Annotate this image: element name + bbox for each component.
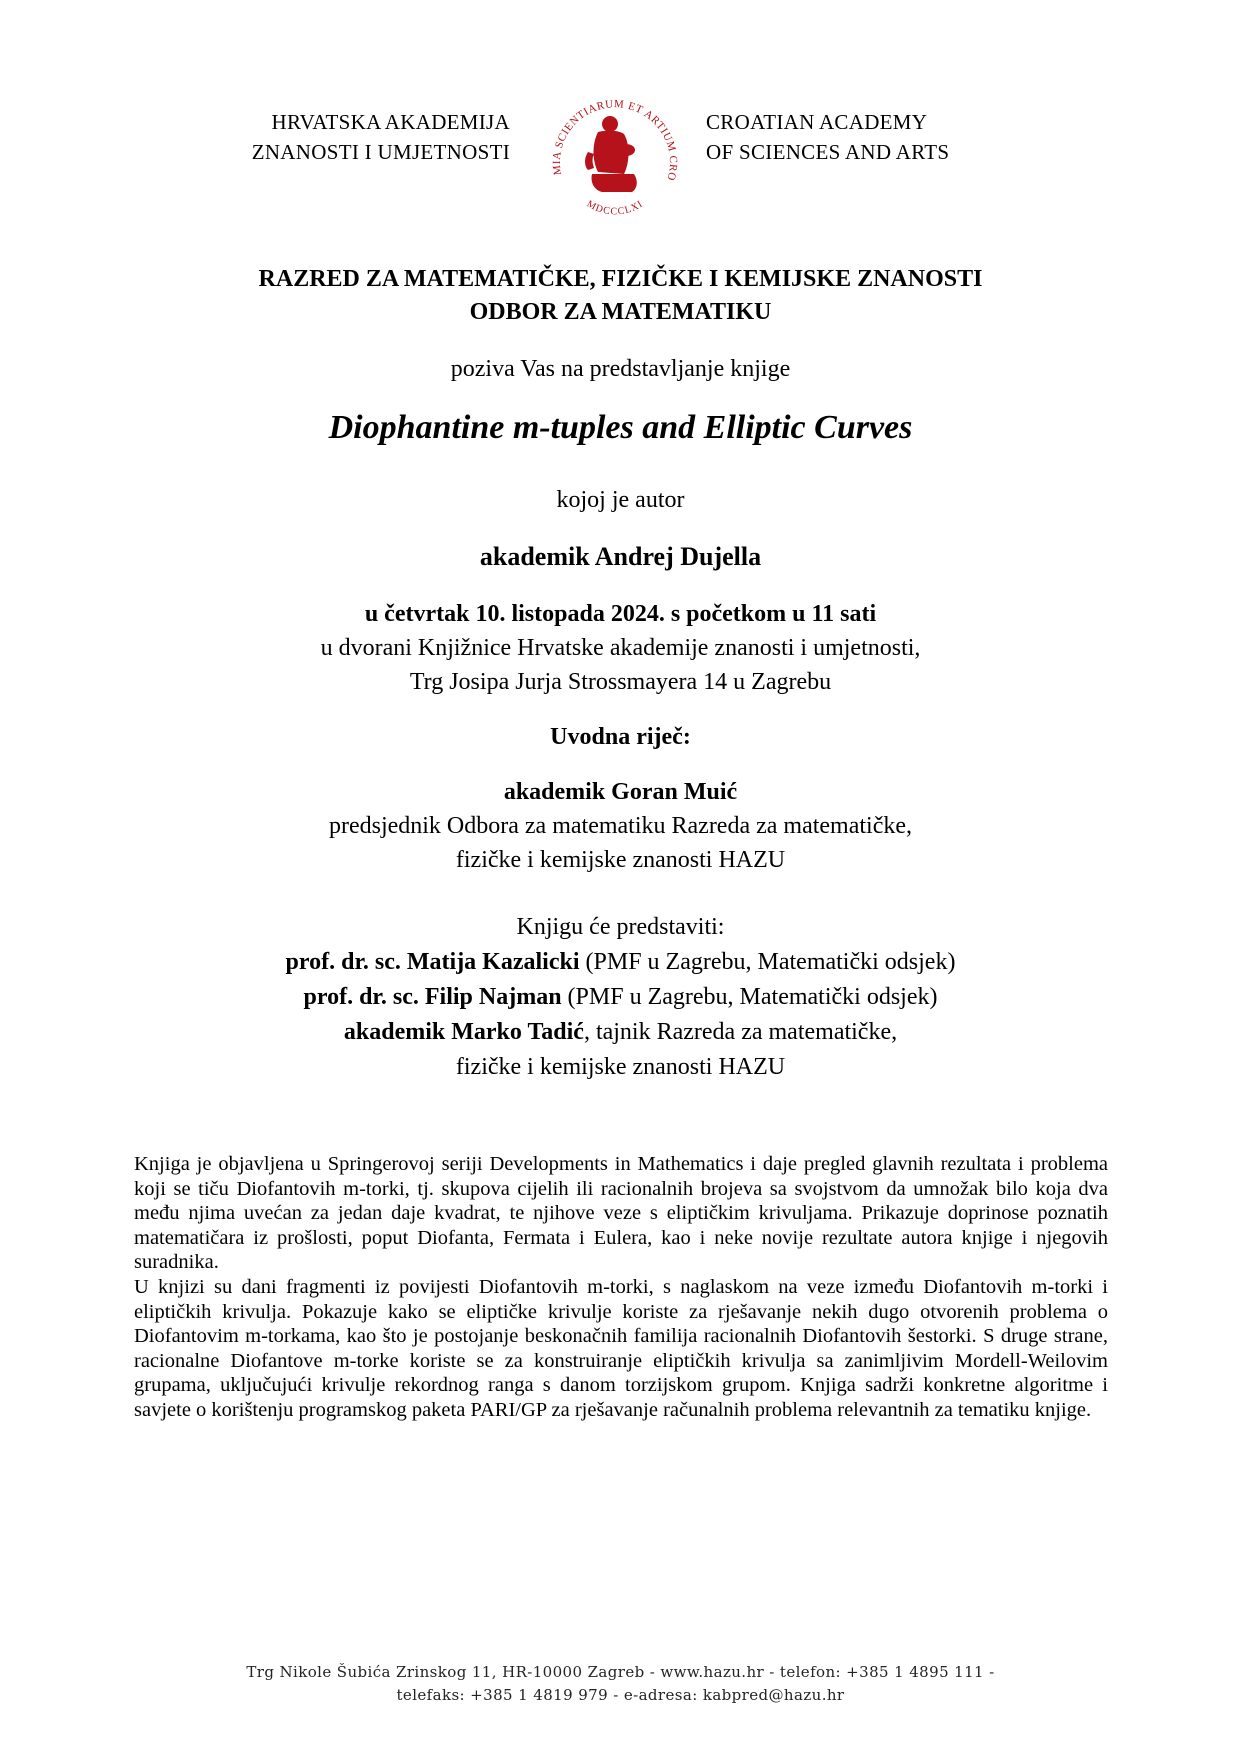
- presenter-name: akademik Marko Tadić: [343, 1019, 584, 1045]
- intro-speaker-role-line1: predsjednik Odbora za matematiku Razreda za matematičke,: [328, 813, 913, 839]
- academy-name-croatian-line2: ZNANOSTI I UMJETNOSTI: [251, 140, 510, 164]
- presenters-heading: Knjigu će predstaviti:: [516, 914, 725, 940]
- academy-seal-logo: [540, 82, 690, 232]
- seal-graphic: [540, 82, 690, 232]
- academy-name-english-line1: CROATIAN ACADEMY: [706, 110, 928, 134]
- event-venue-line1: u dvorani Knjižnice Hrvatske akademije znanosti i umjetnosti,: [320, 635, 921, 661]
- description-paragraph: U knjizi su dani fragmenti iz povijesti Diofantovih m-torki, s naglaskom na veze između Diofantovih m-torki i eliptičkih krivulja. Pokazuje kako se eliptičke krivulje koriste za rješavanje nekih dugo otvorenih problema o Diofantovim m-torkama, kao što je postojanje beskonačnih familija racionalnih Diofantovih šestorki. S druge strane, racionalne Diofantove m-torke koriste se za konstruiranje eliptičkih krivulja sa zanimljivim Mordell-Weilovim grupama, uključujući krivulje rekordnog ranga s danom torzijskom grupom. Knjiga sadrži konkretne algoritme i savjete o korištenju programskog paketa PARI/GP za rješavanje računalnih problema relevantnih za tematiku knjige.: [134, 1275, 1108, 1421]
- intro-speaker-role-line2: fizičke i kemijske znanosti HAZU: [455, 847, 786, 873]
- presenter-affiliation: , tajnik Razreda za matematičke,: [583, 1019, 898, 1045]
- presenter-line: [0, 945, 1241, 979]
- event-datetime: u četvrtak 10. listopada 2024. s početkom u 11 sati: [364, 601, 877, 627]
- seal-ring-text: MIA SCIENTIARUM ET ARTIUM CRO: [550, 98, 680, 183]
- author-intro: kojoj je autor: [556, 487, 685, 513]
- presenter-name: prof. dr. sc. Matija Kazalicki: [285, 949, 580, 975]
- intro-speaker-name: akademik Goran Muić: [503, 779, 738, 805]
- event-venue-line2: Trg Josipa Jurja Strossmayera 14 u Zagrebu: [409, 669, 832, 695]
- academy-name-croatian: [0, 107, 510, 167]
- presenter-line: [0, 1015, 1241, 1049]
- intro-speech-heading: Uvodna riječ:: [550, 724, 691, 750]
- academy-name-croatian-line1: HRVATSKA AKADEMIJA: [271, 110, 510, 134]
- presenter-affiliation: (PMF u Zagrebu, Matematički odsjek): [561, 984, 938, 1010]
- book-description: [134, 1152, 1108, 1423]
- committee-name: ODBOR ZA MATEMATIKU: [469, 299, 772, 325]
- footer-contact-line: telefaks: +385 1 4819 979 - e-adresa: kabpred@hazu.hr: [396, 1686, 845, 1704]
- academy-name-english: [706, 107, 949, 167]
- invitation-text: poziva Vas na predstavljanje knjige: [450, 356, 791, 382]
- presenter-affiliation: (PMF u Zagrebu, Matematički odsjek): [579, 949, 956, 975]
- footer-address-line: Trg Nikole Šubića Zrinskog 11, HR-10000 Zagreb - www.hazu.hr - telefon: +385 1 4895 111 -: [246, 1663, 995, 1681]
- academy-name-english-line2: OF SCIENCES AND ARTS: [706, 140, 950, 164]
- presenter-name: prof. dr. sc. Filip Najman: [303, 984, 562, 1010]
- seal-year-text: MDCCCLXI: [584, 198, 646, 218]
- svg-text:MDCCCLXI: [585, 198, 646, 217]
- department-name: RAZRED ZA MATEMATIČKE, FIZIČKE I KEMIJSKE ZNANOSTI: [258, 266, 983, 292]
- book-title: Diophantine m-tuples and Elliptic Curves: [328, 409, 913, 446]
- presenter-line: [0, 980, 1241, 1014]
- presenter-role-continuation: fizičke i kemijske znanosti HAZU: [455, 1054, 786, 1080]
- seal-figure-icon: [585, 116, 637, 192]
- description-paragraph: Knjiga je objavljena u Springerovoj seriji Developments in Mathematics i daje pregled glavnih rezultata i problema koji se tiču Diofantovih m-torki, tj. skupova cijelih ili racionalnih brojeva sa svojstvom da umnožak bilo koja dva među njima uvećan za jedan daje kvadrat, te njihove veze s eliptičkim krivuljama. Prikazuje doprinose poznatih matematičara iz prošlosti, poput Diofanta, Fermata i Eulera, kao i neke novije rezultate autora knjige i njegovih suradnika.: [134, 1153, 1108, 1274]
- author-name: akademik Andrej Dujella: [479, 542, 762, 571]
